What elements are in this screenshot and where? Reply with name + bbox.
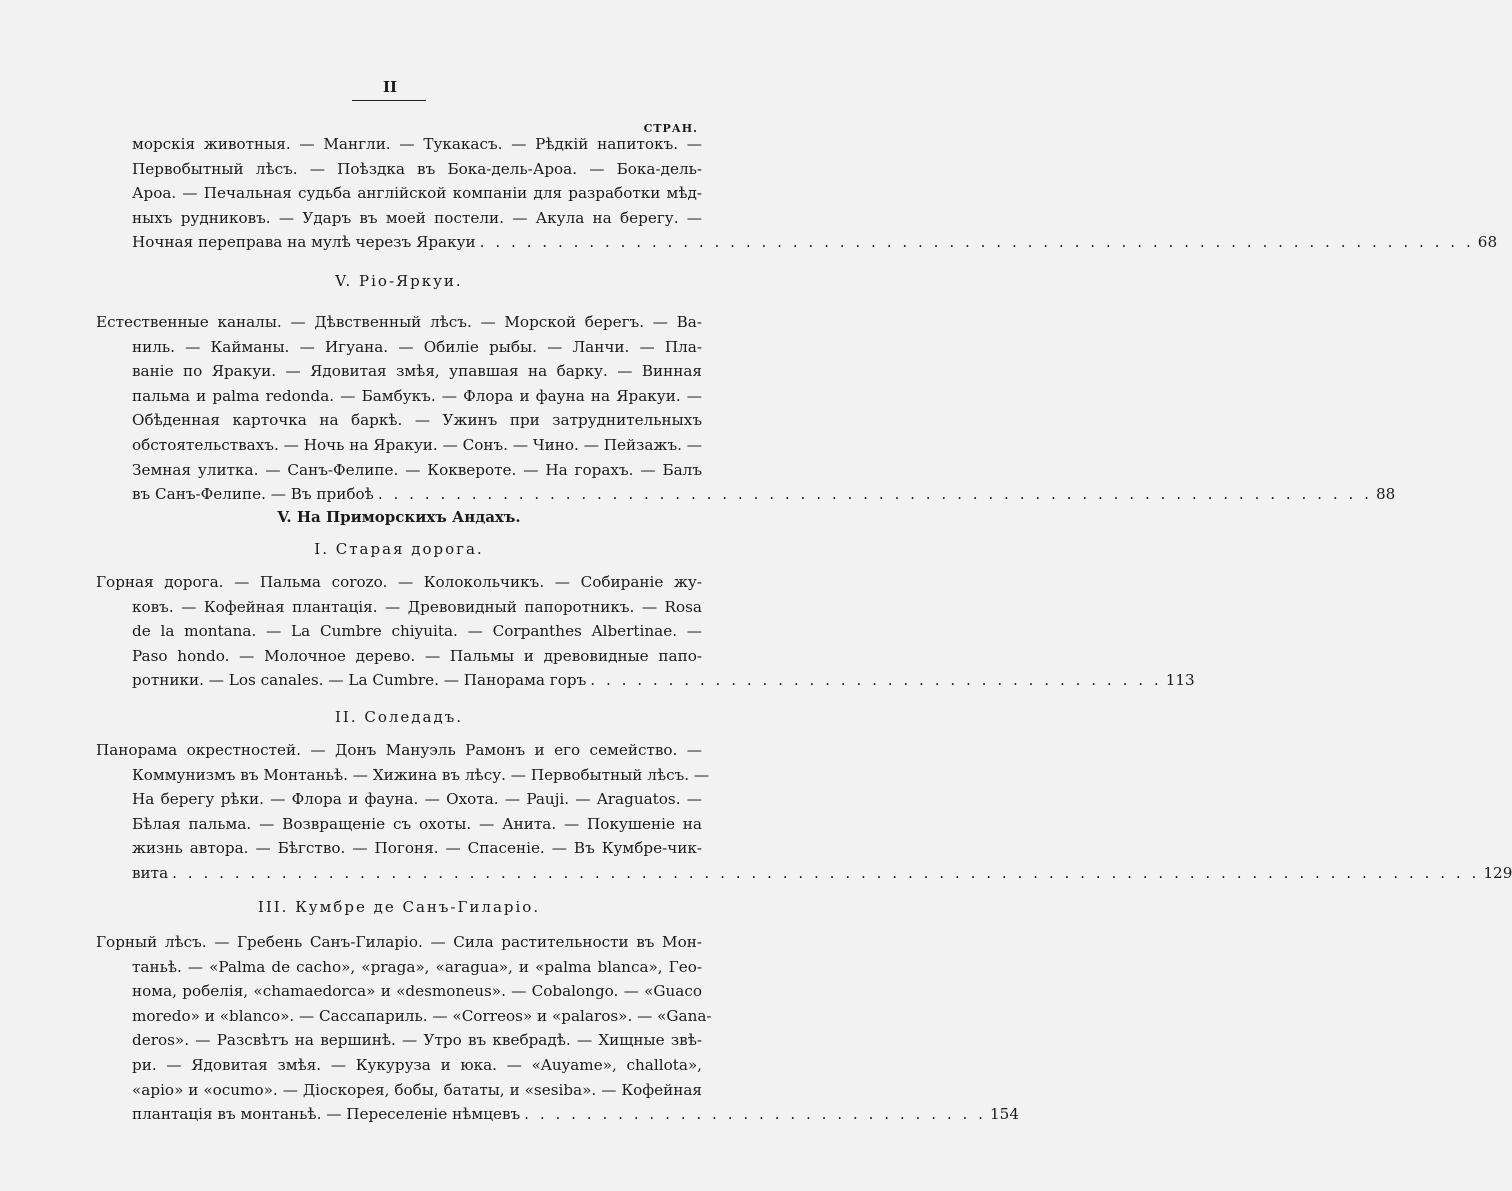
toc-line: ваніе по Яракуи. — Ядовитая змѣя, упавшая на барку. — Винная xyxy=(132,362,702,381)
toc-page-number: 113 xyxy=(1165,671,1195,690)
toc-line: морскія животныя. — Мангли. — Тукакасъ. — Рѣдкій напитокъ. — xyxy=(132,135,702,153)
toc-line: Горная дорога. — Пальма corozo. — Колокольчикъ. — Собираніе жу- xyxy=(96,573,702,591)
toc-line-text: вита xyxy=(132,863,169,882)
toc-entry-3 xyxy=(96,570,1195,693)
toc-line: Панорама окрестностей. — Донъ Мануэль Рамонъ и его семейство. — xyxy=(96,741,702,759)
toc-entry-5 xyxy=(96,930,1020,1127)
toc-line-last xyxy=(96,668,1195,693)
toc-line: «apio» и «ocumo». — Діоскорея, бобы, бататы, и «sesiba». — Кофейная xyxy=(132,1080,702,1099)
toc-line-text: плантація въ монтаньѣ. — Переселеніе нѣмцевъ xyxy=(132,1105,521,1124)
toc-line: Естественные каналы. — Дѣвственный лѣсъ. — Морской берегъ. — Ва- xyxy=(96,313,702,331)
toc-line: de la montana. — La Cumbre chiyuita. — Corpanthes Albertinae. — xyxy=(132,622,702,641)
dot-leader: . . . . . . . . . . . . . . . . . . . . . . . . . . . . . . . . . . . . . xyxy=(590,671,1162,690)
dot-leader: . . . . . . . . . . . . . . . . . . . . . . . . . . . . . . . . . . . . . . . . . . . . . . . . . . . . . . . . . . . . . . . . xyxy=(479,233,1474,252)
section-heading: V. Ріо-Яркуи. xyxy=(335,272,463,290)
toc-line-last xyxy=(96,230,1498,255)
toc-line: ри. — Ядовитая змѣя. — Кукуруза и юка. — «Auyame», challota», xyxy=(132,1055,702,1074)
part-heading: V. На Приморскихъ Андахъ. xyxy=(277,508,521,526)
toc-line: Ароа. — Печальная судьба англійской компаніи для разработки мѣд- xyxy=(132,184,702,203)
toc-page-number: 154 xyxy=(990,1105,1020,1124)
header-rule xyxy=(352,100,426,101)
toc-line: Горный лѣсъ. — Гребень Санъ-Гиларіо. — Сила растительности въ Мон- xyxy=(96,933,702,951)
chapter-heading: II. Соледадъ. xyxy=(334,708,464,726)
page-number: II xyxy=(382,78,398,96)
toc-entry-1 xyxy=(96,132,1498,255)
toc-line: ковъ. — Кофейная плантація. — Древовидный папоротникъ. — Rosa xyxy=(132,597,702,616)
toc-page-number: 88 xyxy=(1375,485,1396,504)
toc-line-last xyxy=(96,861,1512,886)
chapter-heading: III. Кумбре де Санъ-Гиларіо. xyxy=(257,898,541,916)
chapter-heading: I. Старая дорога. xyxy=(314,540,484,558)
toc-line: moredo» и «blanco». — Сассапариль. — «Correos» и «palaros». — «Gana- xyxy=(132,1006,712,1025)
toc-line: таньѣ. — «Palma de cacho», «praga», «aragua», и «palma blanca», Гео- xyxy=(132,957,702,976)
toc-line: Бѣлая пальма. — Возвращеніе съ охоты. — Анита. — Покушеніе на xyxy=(132,814,702,833)
toc-line-text: ротники. — Los canales. — La Cumbre. — Панорама горъ xyxy=(132,671,587,690)
toc-line-text: въ Санъ-Фелипе. — Въ прибоѣ xyxy=(132,485,374,504)
toc-line: Земная улитка. — Санъ-Фелипе. — Кокверотe. — На горахъ. — Балъ xyxy=(132,460,702,479)
toc-line-last xyxy=(96,482,1396,507)
toc-entry-2 xyxy=(96,310,1396,507)
toc-page-number: 68 xyxy=(1477,233,1498,252)
toc-line: ныхъ рудниковъ. — Ударъ въ моей постели. — Акула на берегу. — xyxy=(132,208,702,227)
toc-line: обстоятельствахъ. — Ночь на Яракуи. — Сонъ. — Чино. — Пейзажъ. — xyxy=(132,435,702,454)
page-column-label: СТРАН. xyxy=(643,122,698,135)
toc-line: Коммунизмъ въ Монтаньѣ. — Хижина въ лѣсу. — Первобытный лѣсъ. — xyxy=(132,765,710,784)
dot-leader: . . . . . . . . . . . . . . . . . . . . . . . . . . . . . . xyxy=(524,1105,987,1124)
toc-line: Первобытный лѣсъ. — Поѣздка въ Бока-дель-Ароа. — Бока-дель- xyxy=(132,159,702,178)
toc-line: На берегу рѣки. — Флора и фауна. — Охота. — Pauji. — Araguatos. — xyxy=(132,790,702,809)
toc-line: жизнь автора. — Бѣгство. — Погоня. — Спасеніе. — Въ Кумбре-чик- xyxy=(132,839,702,858)
toc-line-text: Ночная переправа на мулѣ черезъ Яракуи xyxy=(132,233,476,252)
toc-line-last xyxy=(96,1102,1020,1127)
toc-line: ниль. — Кайманы. — Игуана. — Обиліе рыбы. — Ланчи. — Пла- xyxy=(132,337,702,356)
toc-line: Обѣденная карточка на баркѣ. — Ужинъ при затруднительныхъ xyxy=(132,411,702,430)
toc-line: deros». — Разсвѣтъ на вершинѣ. — Утро въ квебрадѣ. — Хищные звѣ- xyxy=(132,1031,702,1050)
dot-leader: . . . . . . . . . . . . . . . . . . . . . . . . . . . . . . . . . . . . . . . . . . . . . . . . . . . . . . . . . . . . . . . . . . . . . . . . . . . . . . . . . . . . xyxy=(172,863,1480,882)
toc-page-number: 129 xyxy=(1483,863,1512,882)
toc-entry-4 xyxy=(96,738,1512,886)
toc-line: нома, робелія, «chamaedorca» и «desmoneus». — Cobalongo. — «Guaco xyxy=(132,982,702,1001)
dot-leader: . . . . . . . . . . . . . . . . . . . . . . . . . . . . . . . . . . . . . . . . . . . . . . . . . . . . . . . . . . . . . . . . xyxy=(377,485,1372,504)
toc-line: пальма и palma redonda. — Бамбукъ. — Флора и фауна на Яракуи. — xyxy=(132,386,702,405)
toc-line: Paso hondo. — Молочное дерево. — Пальмы и древовидные папо- xyxy=(132,646,702,665)
